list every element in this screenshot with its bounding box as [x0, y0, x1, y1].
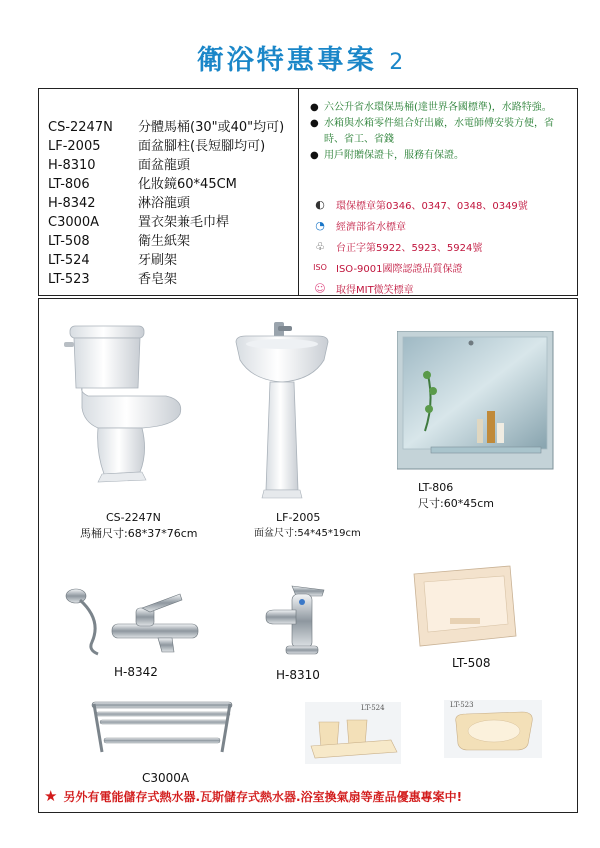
feature-text: 用戶附贈保證卡，服務有保證。 — [324, 150, 464, 161]
star-icon: ★ — [44, 787, 58, 805]
product-code: LT-806 — [48, 177, 90, 192]
toothbrush-cups — [305, 702, 401, 764]
list-item — [48, 194, 284, 213]
basin-image — [232, 320, 332, 510]
bullet-icon: ● — [310, 150, 319, 161]
bullet-icon: ● — [310, 118, 319, 129]
list-item — [48, 118, 284, 137]
cert-text: 經濟部省水標章 — [336, 222, 406, 233]
feature-item — [310, 100, 572, 116]
page-title — [0, 38, 600, 77]
product-desc: 淋浴龍頭 — [138, 196, 191, 211]
cert-item — [310, 215, 528, 236]
toothbrush-label: LT-524 — [361, 704, 385, 712]
product-code: C3000A — [48, 215, 100, 230]
cert-text: 環保標章第0346、0347、0348、0349號 — [336, 201, 528, 212]
toilet-code: CS-2247N — [106, 511, 161, 524]
product-desc: 面盆腳柱(長短腳均可) — [138, 139, 266, 154]
certification-list — [310, 194, 528, 299]
feature-item — [310, 116, 572, 148]
tissue-holder-image — [410, 564, 520, 652]
cert-item — [310, 236, 528, 257]
cert-text: ISO-9001國際認證品質保證 — [336, 264, 463, 275]
feature-list — [310, 100, 572, 164]
footer-note — [44, 787, 462, 805]
footer-text: 另外有電能儲存式熱水器.瓦斯儲存式熱水器.浴室換氣扇等產品優惠專案中! — [63, 789, 463, 804]
eco-label-icon: ◐ — [315, 198, 325, 211]
product-list — [48, 118, 284, 289]
feature-item — [310, 148, 572, 164]
soap-dish-shape — [444, 700, 542, 758]
tissue-code: LT-508 — [452, 656, 491, 670]
soap-label: LT-523 — [450, 701, 474, 709]
feature-text: 六公升省水環保馬桶(達世界各國標準)，水路特強。 — [324, 102, 552, 113]
toilet-size: 馬桶尺寸:68*37*76cm — [80, 527, 198, 540]
feature-text: 水箱與水箱零件組合好出廠，水電師傅安裝方便，省時、省工、省錢 — [324, 118, 554, 145]
product-code: H-8342 — [48, 196, 96, 211]
title-number: 2 — [389, 50, 404, 75]
toilet-image — [62, 322, 192, 497]
patent-icon: ♧ — [315, 240, 325, 253]
towel-rack-image — [88, 698, 238, 758]
product-code: LT-524 — [48, 253, 90, 268]
iso-icon: ISO — [313, 263, 327, 272]
mirror-size: 尺寸:60*45cm — [418, 497, 494, 510]
title-text: 衛浴特惠專案 — [196, 45, 377, 76]
faucet-code: H-8310 — [276, 668, 320, 682]
bullet-icon: ● — [310, 102, 319, 113]
product-code: H-8310 — [48, 158, 96, 173]
mirror-image — [397, 331, 555, 471]
list-item — [48, 251, 284, 270]
cert-item — [310, 257, 528, 278]
list-item — [48, 137, 284, 156]
spec-divider — [298, 88, 299, 296]
basin-code: LF-2005 — [276, 511, 321, 524]
product-desc: 面盆龍頭 — [138, 158, 191, 173]
toothbrush-holder-image — [305, 702, 401, 764]
list-item — [48, 213, 284, 232]
mirror-code: LT-806 — [418, 481, 454, 494]
list-item — [48, 232, 284, 251]
product-desc: 化妝鏡60*45CM — [138, 177, 237, 192]
product-code: LT-508 — [48, 234, 90, 249]
product-code: LT-523 — [48, 272, 90, 287]
product-code: CS-2247N — [48, 120, 113, 135]
product-desc: 分體馬桶(30"或40"均可) — [138, 120, 285, 135]
list-item — [48, 270, 284, 289]
product-desc: 衛生紙架 — [138, 234, 191, 249]
cert-text: 台正字第5922、5923、5924號 — [336, 243, 483, 254]
cert-item — [310, 278, 528, 299]
cert-item — [310, 194, 528, 215]
product-desc: 置衣架兼毛巾桿 — [138, 215, 230, 230]
product-desc: 牙刷架 — [138, 253, 178, 268]
water-saving-icon: ◔ — [315, 219, 325, 232]
basin-size: 面盆尺寸:54*45*19cm — [254, 528, 361, 539]
soap-dish-image — [444, 700, 542, 758]
product-desc: 香皂架 — [138, 272, 178, 287]
basin-faucet-image — [262, 584, 332, 656]
list-item — [48, 175, 284, 194]
product-code: LF-2005 — [48, 139, 101, 154]
mit-smile-icon: ☺ — [314, 282, 326, 295]
shower-faucet-image — [62, 580, 212, 660]
list-item — [48, 156, 284, 175]
rack-code: C3000A — [142, 771, 190, 785]
cert-text: 取得MIT微笑標章 — [336, 285, 414, 296]
shower-code: H-8342 — [114, 665, 158, 679]
